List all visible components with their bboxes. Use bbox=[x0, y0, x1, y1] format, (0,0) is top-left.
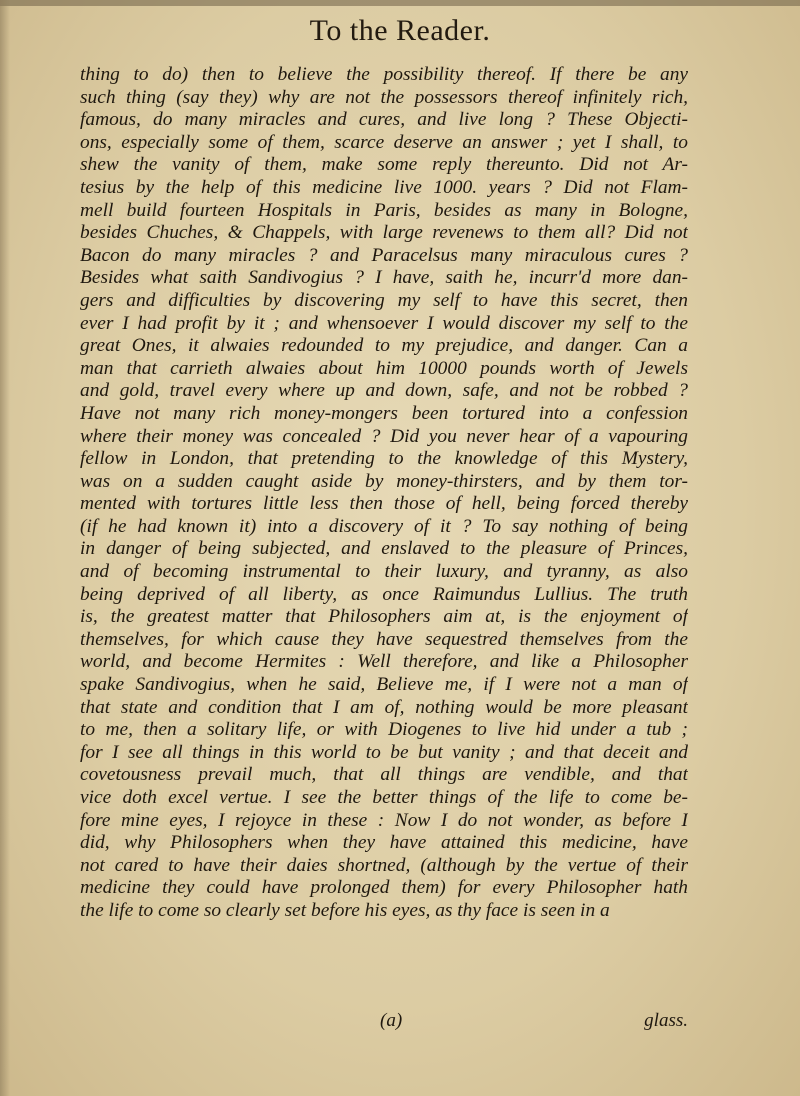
text-line: in danger of being subjected, and enslaved to the pleasure of Princes, bbox=[80, 538, 688, 560]
page-footer bbox=[80, 1010, 688, 1034]
text-line: tesius by the help of this medicine live 1000. years ? Did not Flam- bbox=[80, 176, 688, 198]
text-line: medicine they could have prolonged them) for every Philosopher hath bbox=[80, 877, 688, 899]
text-line: and of becoming instrumental to their luxury, and tyranny, as also bbox=[80, 561, 688, 583]
text-line: was on a sudden caught aside by money-thirsters, and by them tor- bbox=[80, 470, 688, 492]
text-line: ever I had profit by it ; and whensoever I would discover my self to the bbox=[80, 312, 688, 334]
text-line: the life to come so clearly set before his eyes, as thy face is seen in a bbox=[80, 899, 610, 921]
text-line: mell build fourteen Hospitals in Paris, besides as many in Bologne, bbox=[80, 199, 688, 221]
text-line: (if he had known it) into a discovery of it ? To say nothing of being bbox=[80, 515, 688, 537]
running-header: To the Reader. bbox=[309, 14, 491, 47]
text-line: spake Sandivogius, when he said, Believe me, if I were not a man of bbox=[80, 674, 688, 696]
text-line: Bacon do many miracles ? and Paracelsus many miraculous cures ? bbox=[80, 244, 688, 266]
text-line: Besides what saith Sandivogius ? I have, saith he, incurr'd more dan- bbox=[80, 267, 688, 289]
text-line: shew the vanity of them, make some reply thereunto. Did not Ar- bbox=[80, 154, 688, 176]
text-line: is, the greatest matter that Philosophers aim at, is the enjoyment of bbox=[80, 606, 688, 628]
text-line: that state and condition that I am of, nothing would be more pleasant bbox=[80, 696, 688, 718]
text-line: thing to do) then to believe the possibility thereof. If there be any bbox=[80, 64, 688, 85]
text-line: for I see all things in this world to be but vanity ; and that deceit and bbox=[80, 741, 688, 763]
body-text bbox=[80, 64, 688, 923]
text-line: ons, especially some of them, scarce deserve an answer ; yet I shall, to bbox=[80, 131, 688, 153]
text-line: did, why Philosophers when they have attained this medicine, have bbox=[80, 832, 688, 854]
text-line: being deprived of all liberty, as once Raimundus Lullius. The truth bbox=[80, 583, 688, 605]
text-line: mented with tortures little less then those of hell, being forced thereby bbox=[80, 493, 688, 515]
text-line: man that carrieth alwaies about him 10000 pounds worth of Jewels bbox=[80, 357, 688, 379]
text-line: fore mine eyes, I rejoyce in these : Now I do not wonder, as before I bbox=[80, 809, 688, 831]
text-line: and gold, travel every where up and down, safe, and not be robbed ? bbox=[80, 380, 688, 402]
text-line: besides Chuches, & Chappels, with large revenews to them all? Did not bbox=[80, 222, 688, 244]
catchword: glass. bbox=[644, 1010, 688, 1031]
page-top-edge bbox=[0, 0, 800, 6]
text-line: gers and difficulties by discovering my self to have this secret, then bbox=[80, 289, 688, 311]
text-line: to me, then a solitary life, or with Diogenes to live hid under a tub ; bbox=[80, 719, 688, 741]
page-gutter-shadow bbox=[0, 0, 10, 1096]
text-line: covetousness prevail much, that all things are vendible, and that bbox=[80, 764, 688, 786]
signature-mark: (a) bbox=[380, 1010, 403, 1031]
text-line: great Ones, it alwaies redounded to my prejudice, and danger. Can a bbox=[80, 335, 688, 357]
text-line: world, and become Hermites : Well therefore, and like a Philosopher bbox=[80, 651, 688, 673]
text-line: themselves, for which cause they have sequestred themselves from the bbox=[80, 628, 688, 650]
text-line: fellow in London, that pretending to the knowledge of this Mystery, bbox=[80, 448, 688, 470]
text-line: Have not many rich money-mongers been tortured into a confession bbox=[80, 402, 688, 424]
text-line: vice doth excel vertue. I see the better things of the life to come be- bbox=[80, 787, 688, 808]
text-line: where their money was concealed ? Did you never hear of a vapouring bbox=[80, 425, 688, 447]
text-line: not cared to have their daies shortned, (although by the vertue of their bbox=[80, 854, 688, 876]
text-line: famous, do many miracles and cures, and live long ? These Objecti- bbox=[80, 109, 688, 131]
text-line: such thing (say they) why are not the possessors thereof infinitely rich, bbox=[80, 86, 688, 108]
